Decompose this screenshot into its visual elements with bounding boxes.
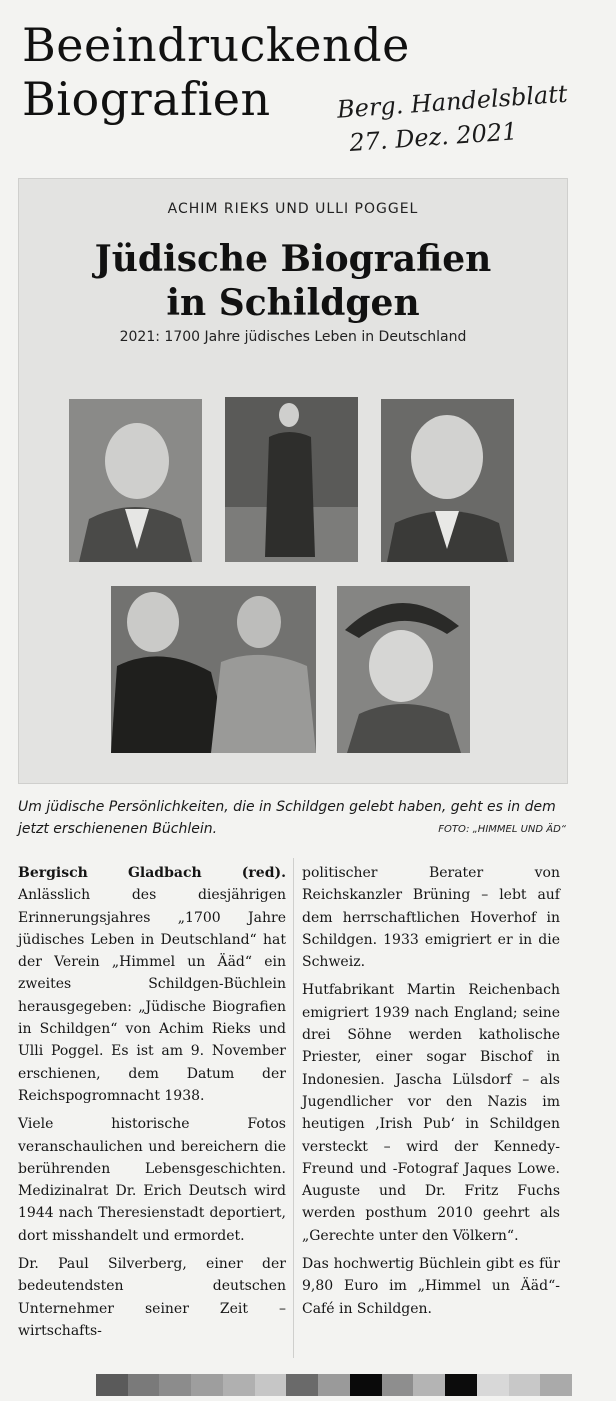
article-paragraph-4: Hutfabrikant Martin Reichenbach emigriert 1939 nach England; seine drei Söhne werden katholische Priester, einer sogar Bischof in Indonesien. Jascha Lülsdorf – als Jugendlicher vor den Nazis im heutigen ‚Irish Pub‘ in Schildgen versteckt – wird der Kennedy-Freund und -Fotograf Jaques Lowe. Auguste und Dr. Fritz Fuchs werden posthum 2010 geehrt als „Gerechte unter den Völkern“. (302, 982, 560, 1244)
print-color-bar (96, 1374, 572, 1396)
article-column-2 (302, 862, 560, 1326)
cover-title (19, 237, 567, 325)
color-bar-swatch (540, 1374, 572, 1396)
cover-title-line2: in Schildgen (166, 282, 420, 324)
color-bar-swatch (128, 1374, 160, 1396)
color-bar-swatch (96, 1374, 128, 1396)
cover-title-line1: Jüdische Biografien (94, 238, 492, 280)
headline: Beeindruckende Biografien (22, 18, 410, 126)
color-bar-swatch (286, 1374, 318, 1396)
portrait-photo-1 (69, 399, 202, 562)
color-bar-swatch (318, 1374, 350, 1396)
color-bar-swatch (255, 1374, 287, 1396)
photo-caption: Um jüdische Persönlichkeiten, die in Schildgen gelebt haben, geht es in dem jetzt erschienenen Büchlein. (18, 799, 556, 837)
article-paragraph-3: Dr. Paul Silverberg, einer der bedeutendsten deutschen Unternehmer seiner Zeit – wirtschafts- (18, 1256, 286, 1339)
book-cover-photo (18, 178, 568, 784)
dateline: Bergisch Gladbach (red). (18, 865, 286, 881)
article-column-1 (18, 862, 286, 1348)
column-divider (293, 858, 294, 1358)
color-bar-swatch (223, 1374, 255, 1396)
portrait-photo-young-man (337, 586, 470, 753)
color-bar-swatch (445, 1374, 477, 1396)
cover-authors: ACHIM RIEKS UND ULLI POGGEL (167, 201, 419, 217)
article-paragraph-1 (18, 862, 286, 1107)
article-paragraph-3-continued: politischer Berater von Reichskanzler Brüning – lebt auf dem herrschaftlichen Hoverhof in Schildgen. 1933 emigriert er in die Schweiz. (302, 865, 560, 971)
color-bar-swatch (191, 1374, 223, 1396)
color-bar-swatch (477, 1374, 509, 1396)
color-bar-swatch (509, 1374, 541, 1396)
color-bar-swatch (413, 1374, 445, 1396)
article-paragraph-2: Viele historische Fotos veranschaulichen und bereichern die berührenden Lebensgeschichten. Medizinalrat Dr. Erich Deutsch wird 1944 nach Theresienstadt deportiert, dort misshandelt und ermordet. (18, 1116, 286, 1244)
handwritten-source: Berg. Handelsblatt (336, 79, 569, 124)
color-bar-swatch (350, 1374, 382, 1396)
photo-credit: FOTO: „HIMMEL UND ÄD“ (438, 824, 566, 835)
portrait-photo-2 (225, 397, 358, 562)
color-bar-swatch (159, 1374, 191, 1396)
group-photo (111, 586, 316, 753)
handwritten-date: 27. Dez. 2021 (348, 117, 519, 157)
portrait-photo-3 (381, 399, 514, 562)
paragraph-1-text: Anlässlich des diesjährigen Erinnerungsjahres „1700 Jahre jüdisches Leben in Deutschland“ hat der Verein „Himmel un Ääd“ ein zweites Schildgen-Büchlein herausgegeben: „Jüdische Biografien in Schildgen“ von Achim Rieks und Ulli Poggel. Es ist am 9. November erschienen, dem Datum der Reichspogromnacht 1938. (18, 887, 286, 1104)
color-bar-swatch (382, 1374, 414, 1396)
cover-subtitle: 2021: 1700 Jahre jüdisches Leben in Deutschland (119, 329, 467, 345)
article-paragraph-5: Das hochwertig Büchlein gibt es für 9,80 Euro im „Himmel un Ääd“-Café in Schildgen. (302, 1256, 560, 1317)
